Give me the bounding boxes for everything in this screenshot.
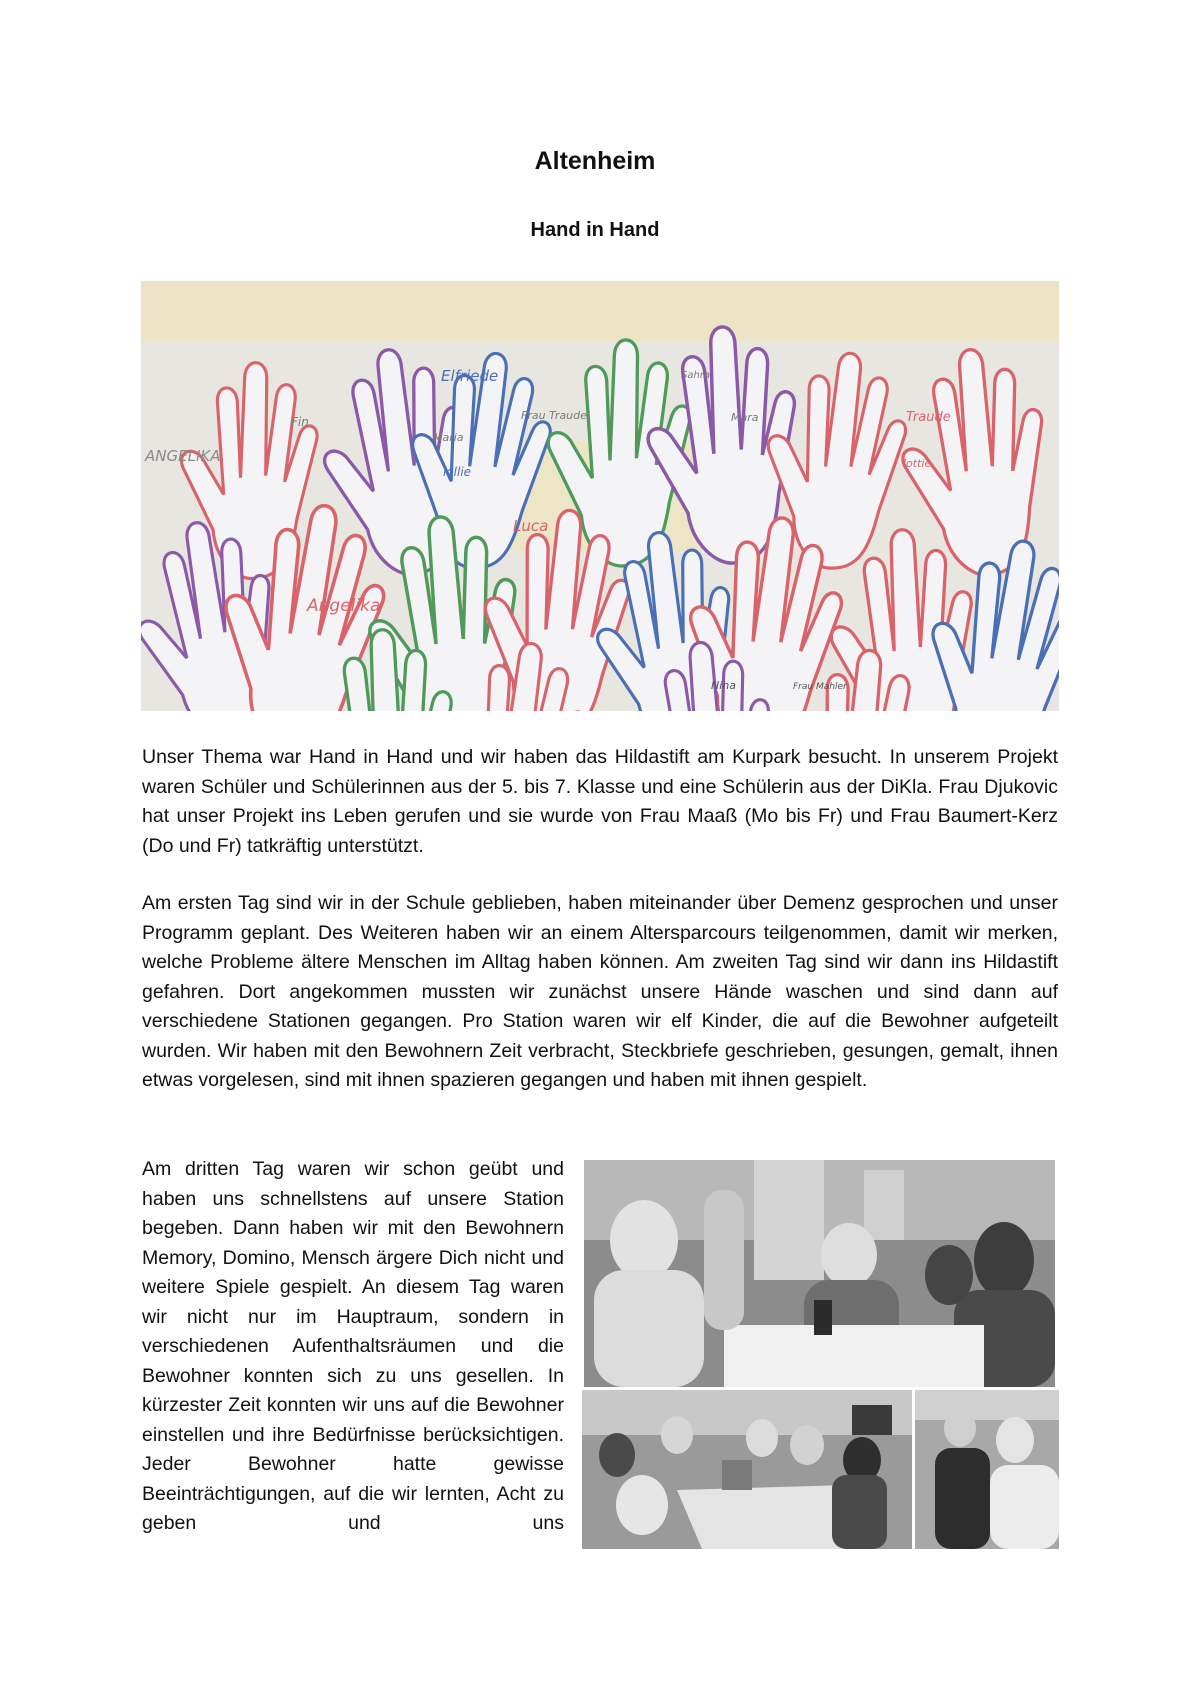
paragraph-third-day: Am dritten Tag waren wir schon geübt und haben uns schnellstens auf unsere Station begeben. Dann haben wir mit den Bewohnern Memory, Domino, Mensch ärgere Dich nicht und weitere Spiele gespielt. An diesem Tag waren wir nicht nur im Hauptraum, sondern in verschiedenen Aufenthaltsräumen und die Bewohner konnten sich zu uns gesellen. In kürzester Zeit konnten wir uns auf die Bewohner einstellen und ihre Bedürfnisse berücksichtigen. Jeder Bewohner hatte gewisse Beeinträchtigungen, auf die wir lernten, Acht zu geben und uns bbox=[142, 1158, 564, 1534]
hand-name-mara: Mara bbox=[731, 411, 759, 424]
paragraph-intro: Unser Thema war Hand in Hand und wir haben das Hildastift am Kurpark besucht. In unserem Projekt waren Schüler und Schülerinnen aus der 5. bis 7. Klasse und eine Schülerin aus der DiKla. Frau Djukovic hat unser Projekt ins Leben gerufen und sie wurde von Frau Maaß (Mo bis Fr) und Frau Baumert-Kerz (Do und Fr) tatkräftig unterstützt. bbox=[142, 746, 1058, 857]
photo-group-at-table bbox=[582, 1390, 912, 1549]
hand-name-luca: Luca bbox=[513, 517, 549, 535]
hand-name-frau-traudel: Frau Traudel bbox=[521, 409, 590, 422]
hand-name-lottie: lottie bbox=[903, 457, 932, 470]
hands-collage-photo bbox=[141, 281, 1059, 711]
hand-name-nina: Nina bbox=[711, 679, 736, 692]
hand-name-elfriede: Elfriede bbox=[441, 367, 499, 385]
hand-name-angelika-caps: ANGELIKA bbox=[145, 447, 221, 465]
page-title: Altenheim bbox=[534, 147, 656, 175]
hand-name-fin: Fin bbox=[291, 415, 309, 429]
page-subtitle: Hand in Hand bbox=[530, 219, 660, 241]
photo-collage bbox=[582, 1160, 1059, 1550]
paragraph-first-days: Am ersten Tag sind wir in der Schule geblieben, haben miteinander über Demenz gesprochen und unser Programm geplant. Des Weiteren haben wir an einem Altersparcours teilgenommen, damit wir merken, welche Probleme ältere Menschen im Alltag haben können. Am zweiten Tag sind wir dann ins Hildastift gefahren. Dort angekommen mussten wir zunächst unsere Hände waschen und sind dann auf verschiedene Stationen gegangen. Pro Station waren wir elf Kinder, die auf die Bewohner aufgeteilt wurden. Wir haben mit den Bewohnern Zeit verbracht, Steckbriefe geschrieben, gesungen, gemalt, ihnen etwas vorgelesen, sind mit ihnen spazieren gegangen und haben mit ihnen gespielt. bbox=[142, 892, 1058, 1091]
hand-name-angelika: Angelika bbox=[307, 596, 381, 616]
hand-name-lollie: lollie bbox=[443, 465, 472, 479]
hand-name-sahra: Sahra bbox=[681, 370, 711, 381]
hand-name-traude: Traude bbox=[906, 410, 951, 425]
photo-residents-at-table bbox=[584, 1160, 1055, 1387]
photo-boy-and-resident bbox=[915, 1390, 1059, 1549]
hand-name-maria: Maria bbox=[433, 431, 464, 444]
hand-name-frau-mahler: Frau Mahler bbox=[793, 682, 847, 692]
